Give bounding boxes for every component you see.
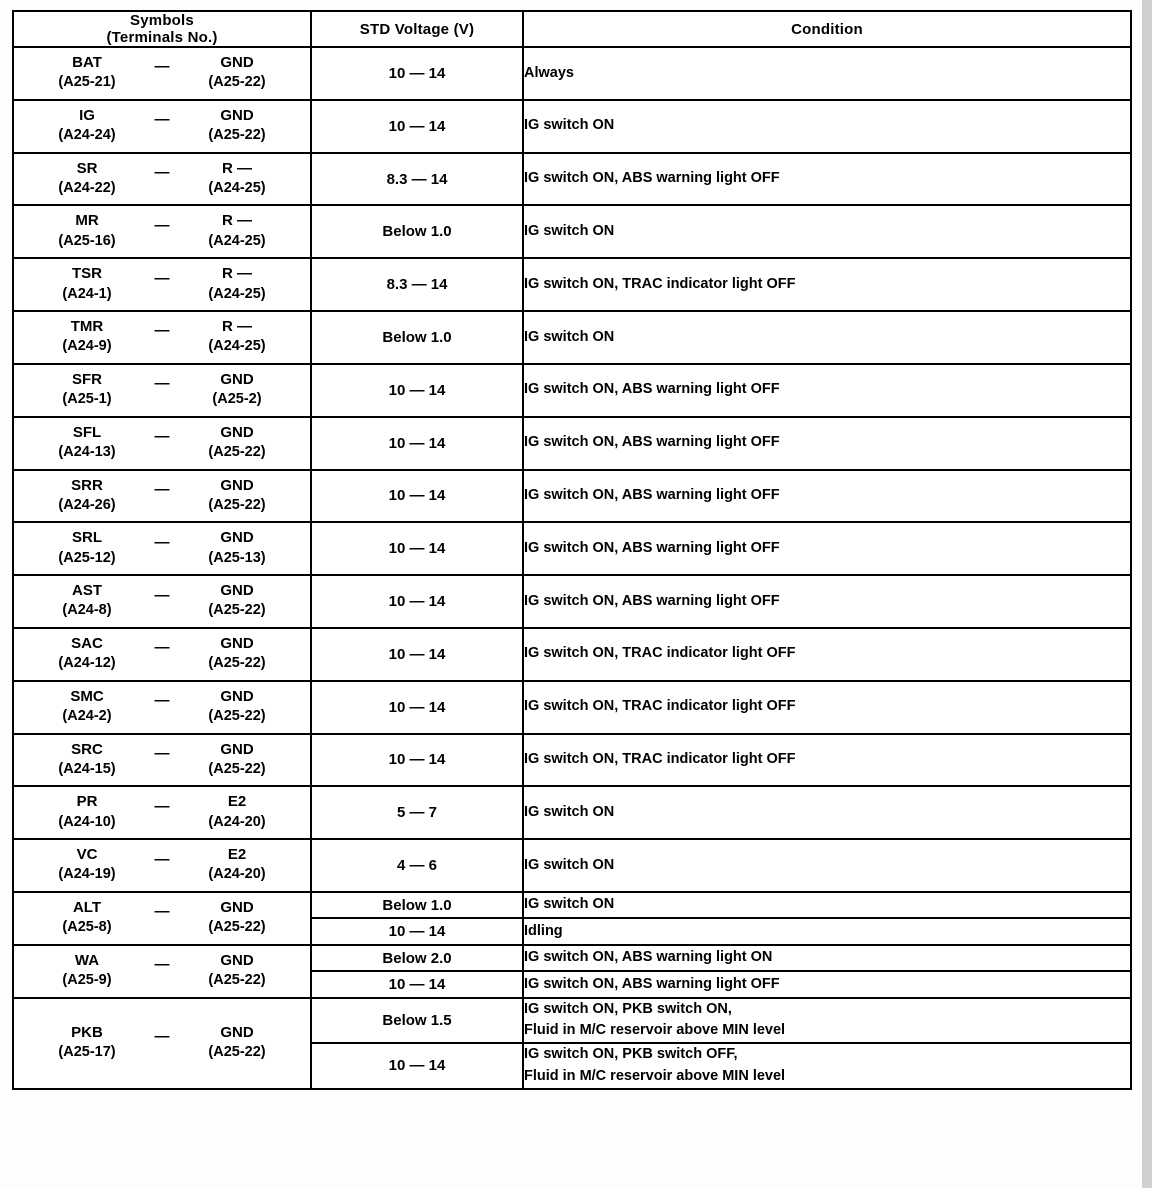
terminal-voltage-table <box>12 10 1132 1090</box>
condition-line: IG switch ON <box>524 803 615 820</box>
table-row <box>13 417 1131 470</box>
symbol-right-name: E2 <box>227 846 247 864</box>
symbol-left-name: ALT <box>72 899 102 916</box>
symbol-cell <box>13 470 311 523</box>
symbol-left-name: SFL <box>72 423 102 441</box>
symbol-left-terminal: (A24-15) <box>58 760 116 777</box>
condition-line: IG switch ON, ABS warning light ON <box>524 949 773 966</box>
condition-line: IG switch ON, ABS warning light OFF <box>524 975 780 992</box>
symbol-left-terminal: (A24-2) <box>62 708 112 724</box>
condition-line: IG switch ON, PKB switch OFF, <box>524 1046 738 1063</box>
voltage-cell: 10 — 14 <box>311 971 523 997</box>
symbol-left-name: SFR <box>72 370 102 388</box>
symbol-left-terminal: (A24-26) <box>58 496 116 513</box>
table-row <box>13 258 1131 311</box>
condition-line: IG switch ON, ABS warning light OFF <box>524 170 780 187</box>
symbol-cell <box>13 628 311 681</box>
table-row <box>13 311 1131 364</box>
symbol-left <box>27 317 147 357</box>
symbol-cell <box>13 998 311 1089</box>
symbol-right-terminal: (A25-22) <box>208 602 266 619</box>
symbol-right-terminal: (A24-20) <box>208 813 266 830</box>
table-row <box>13 575 1131 628</box>
symbol-right <box>177 740 297 780</box>
symbol-cell <box>13 734 311 787</box>
symbol-right-terminal: (A25-13) <box>208 549 266 566</box>
symbol-right-terminal: (A24-25) <box>208 179 266 196</box>
symbol-left-terminal: (A24-24) <box>58 127 116 144</box>
symbol-separator: — <box>154 744 170 762</box>
symbol-cell <box>13 786 311 839</box>
condition-line: IG switch ON, ABS warning light OFF <box>524 539 780 556</box>
symbol-right-name: R — <box>222 318 252 336</box>
symbol-cell <box>13 47 311 100</box>
symbol-separator: — <box>154 903 170 921</box>
symbol-left-terminal: (A25-21) <box>58 74 116 91</box>
symbol-right-terminal: (A25-22) <box>208 655 266 672</box>
condition-cell <box>523 892 1131 918</box>
symbol-cell <box>13 311 311 364</box>
symbol-separator: — <box>154 375 170 393</box>
voltage-cell: 10 — 14 <box>311 47 523 100</box>
symbol-right-terminal: (A25-22) <box>208 760 266 777</box>
symbol-left-name: TMR <box>70 318 104 336</box>
symbol-separator: — <box>154 111 170 129</box>
symbol-right-terminal: (A24-25) <box>208 232 266 249</box>
condition-line: Fluid in M/C reservoir above MIN level <box>524 1067 786 1084</box>
condition-cell <box>523 522 1131 575</box>
symbol-cell <box>13 522 311 575</box>
symbol-right-terminal: (A25-22) <box>208 972 266 989</box>
symbol-separator: — <box>154 480 170 498</box>
condition-cell <box>523 364 1131 417</box>
symbol-right-terminal: (A24-20) <box>208 866 266 883</box>
symbol-separator: — <box>154 797 170 815</box>
symbol-left-terminal: (A24-22) <box>58 179 116 196</box>
condition-cell <box>523 945 1131 971</box>
table-row <box>13 364 1131 417</box>
symbol-right <box>177 370 297 410</box>
symbol-separator: — <box>154 428 170 446</box>
symbol-right-terminal: (A24-25) <box>208 285 266 302</box>
condition-cell <box>523 628 1131 681</box>
symbol-right-terminal: (A25-22) <box>208 1043 266 1060</box>
symbol-right <box>177 53 297 93</box>
spec-table-container <box>12 10 1130 1090</box>
symbol-right-name: GND <box>220 370 254 388</box>
symbol-left-name: MR <box>75 212 99 230</box>
table-row <box>13 47 1131 100</box>
symbol-cell <box>13 417 311 470</box>
symbol-left-name: AST <box>72 582 102 600</box>
condition-line: IG switch ON, TRAC indicator light OFF <box>524 645 796 662</box>
condition-line: IG switch ON, ABS warning light OFF <box>524 381 780 398</box>
scan-edge-right <box>1142 0 1152 1188</box>
symbol-left <box>27 264 147 304</box>
voltage-cell: 4 — 6 <box>311 839 523 892</box>
table-row <box>13 892 1131 918</box>
symbol-left <box>27 528 147 568</box>
condition-cell <box>523 971 1131 997</box>
symbol-left <box>27 634 147 674</box>
symbol-left <box>27 53 147 93</box>
symbol-left <box>27 845 147 885</box>
symbol-right-terminal: (A25-22) <box>208 919 266 936</box>
table-header <box>13 11 1131 47</box>
condition-line: Always <box>524 64 574 81</box>
symbol-separator: — <box>154 692 170 710</box>
symbol-left <box>27 211 147 251</box>
symbol-right-name: GND <box>220 1023 254 1041</box>
table-row <box>13 100 1131 153</box>
table-row <box>13 681 1131 734</box>
symbol-right <box>177 476 297 516</box>
symbol-left-name: SRR <box>71 476 103 494</box>
symbol-right-name: GND <box>220 740 254 758</box>
symbol-right-name: R — <box>222 265 252 283</box>
symbol-right-name: GND <box>220 582 254 600</box>
symbol-left-terminal: (A24-8) <box>62 602 112 619</box>
symbol-left <box>27 370 147 410</box>
condition-cell <box>523 918 1131 944</box>
symbol-separator: — <box>154 956 170 974</box>
symbol-right <box>177 423 297 463</box>
symbol-separator: — <box>154 269 170 287</box>
symbol-right <box>177 528 297 568</box>
column-header-voltage: STD Voltage (V) <box>311 11 523 47</box>
symbol-right-name: R — <box>222 212 252 230</box>
condition-line: IG switch ON <box>524 328 615 345</box>
condition-cell <box>523 417 1131 470</box>
symbol-separator: — <box>154 1028 170 1046</box>
symbol-left <box>27 423 147 463</box>
voltage-cell: 10 — 14 <box>311 918 523 944</box>
condition-line: Idling <box>524 922 563 939</box>
symbol-right-terminal: (A25-22) <box>208 496 266 513</box>
symbol-right <box>177 1023 297 1063</box>
symbol-cell <box>13 153 311 206</box>
condition-cell <box>523 205 1131 258</box>
voltage-cell: 10 — 14 <box>311 470 523 523</box>
symbol-left <box>27 1023 147 1063</box>
table-header-row <box>13 11 1131 47</box>
symbol-right-name: GND <box>220 106 254 124</box>
column-header-condition: Condition <box>523 11 1131 47</box>
symbol-left-name: PKB <box>71 1023 103 1041</box>
voltage-cell: 10 — 14 <box>311 417 523 470</box>
table-row <box>13 205 1131 258</box>
symbol-left <box>27 687 147 727</box>
symbol-separator: — <box>154 639 170 657</box>
condition-cell <box>523 681 1131 734</box>
symbol-right-name: GND <box>220 687 254 705</box>
column-header-symbols-line1: Symbols <box>130 12 194 29</box>
table-row <box>13 839 1131 892</box>
symbol-cell <box>13 892 311 945</box>
condition-cell <box>523 258 1131 311</box>
symbol-left-name: SRL <box>72 529 102 547</box>
condition-cell <box>523 153 1131 206</box>
symbol-separator: — <box>154 533 170 551</box>
symbol-left-name: BAT <box>72 54 102 71</box>
symbol-right-name: GND <box>220 54 254 71</box>
condition-line: IG switch ON <box>524 896 615 913</box>
symbol-left <box>27 581 147 621</box>
symbol-right <box>177 581 297 621</box>
voltage-cell: Below 1.0 <box>311 205 523 258</box>
symbol-right-name: GND <box>220 634 254 652</box>
table-row <box>13 628 1131 681</box>
symbol-right <box>177 211 297 251</box>
table-row <box>13 998 1131 1044</box>
condition-line: IG switch ON, TRAC indicator light OFF <box>524 751 796 768</box>
symbol-right <box>177 687 297 727</box>
symbol-left-name: SRC <box>71 740 103 758</box>
symbol-left-terminal: (A24-10) <box>58 813 116 830</box>
symbol-right <box>177 106 297 146</box>
symbol-left-name: WA <box>74 951 100 969</box>
symbol-left-terminal: (A24-9) <box>62 338 112 355</box>
condition-cell <box>523 786 1131 839</box>
condition-line: IG switch ON <box>524 222 615 239</box>
symbol-left-name: VC <box>76 846 98 864</box>
symbol-right <box>177 264 297 304</box>
condition-line: IG switch ON, ABS warning light OFF <box>524 434 780 451</box>
voltage-cell: 10 — 14 <box>311 1043 523 1089</box>
symbol-left-name: TSR <box>72 265 102 283</box>
symbol-right-name: E2 <box>227 793 247 811</box>
symbol-cell <box>13 575 311 628</box>
symbol-right <box>177 317 297 357</box>
symbol-cell <box>13 205 311 258</box>
symbol-left-name: IG <box>79 106 95 124</box>
voltage-cell: Below 2.0 <box>311 945 523 971</box>
voltage-cell: 10 — 14 <box>311 681 523 734</box>
voltage-cell: 10 — 14 <box>311 575 523 628</box>
symbol-right <box>177 159 297 199</box>
symbol-left <box>27 792 147 832</box>
voltage-cell: 5 — 7 <box>311 786 523 839</box>
voltage-cell: 8.3 — 14 <box>311 258 523 311</box>
symbol-left-name: PR <box>76 793 98 811</box>
voltage-cell: Below 1.0 <box>311 892 523 918</box>
symbol-cell <box>13 839 311 892</box>
column-header-symbols-line2: (Terminals No.) <box>106 29 218 46</box>
symbol-right <box>177 792 297 832</box>
symbol-left-terminal: (A24-19) <box>58 866 116 883</box>
table-body <box>13 47 1131 1089</box>
symbol-separator: — <box>154 164 170 182</box>
symbol-left <box>27 106 147 146</box>
symbol-right-terminal: (A25-22) <box>208 127 266 144</box>
symbol-left-terminal: (A24-1) <box>62 285 112 302</box>
symbol-right-terminal: (A25-22) <box>208 443 266 460</box>
symbol-left <box>27 476 147 516</box>
symbol-right <box>177 898 297 938</box>
symbol-left-terminal: (A25-8) <box>62 919 112 936</box>
symbol-separator: — <box>154 216 170 234</box>
symbol-separator: — <box>154 850 170 868</box>
symbol-right-name: GND <box>220 899 254 916</box>
symbol-cell <box>13 681 311 734</box>
symbol-left-terminal: (A25-1) <box>62 391 112 408</box>
voltage-cell: Below 1.0 <box>311 311 523 364</box>
voltage-cell: 10 — 14 <box>311 100 523 153</box>
voltage-cell: 8.3 — 14 <box>311 153 523 206</box>
symbol-separator: — <box>154 586 170 604</box>
symbol-cell <box>13 364 311 417</box>
symbol-right-terminal: (A25-22) <box>208 74 266 91</box>
symbol-left <box>27 740 147 780</box>
condition-cell <box>523 470 1131 523</box>
symbol-right-terminal: (A25-22) <box>208 708 266 724</box>
condition-line: IG switch ON, ABS warning light OFF <box>524 487 780 504</box>
condition-line: IG switch ON, TRAC indicator light OFF <box>524 275 796 292</box>
table-row <box>13 153 1131 206</box>
symbol-right-name: R — <box>222 159 252 177</box>
column-header-symbols <box>13 11 311 47</box>
voltage-cell: 10 — 14 <box>311 628 523 681</box>
symbol-separator: — <box>154 58 170 76</box>
condition-line: IG switch ON <box>524 856 615 873</box>
symbol-cell <box>13 258 311 311</box>
condition-cell <box>523 1043 1131 1089</box>
symbol-right-name: GND <box>220 529 254 547</box>
symbol-right-name: GND <box>220 476 254 494</box>
symbol-left-terminal: (A24-12) <box>58 655 116 672</box>
voltage-cell: 10 — 14 <box>311 522 523 575</box>
symbol-right-terminal: (A25-2) <box>212 391 262 408</box>
condition-cell <box>523 575 1131 628</box>
symbol-left-terminal: (A25-16) <box>58 232 116 249</box>
symbol-cell <box>13 100 311 153</box>
symbol-left <box>27 898 147 938</box>
condition-line: IG switch ON, ABS warning light OFF <box>524 592 780 609</box>
condition-cell <box>523 311 1131 364</box>
table-row <box>13 470 1131 523</box>
symbol-separator: — <box>154 322 170 340</box>
symbol-cell <box>13 945 311 998</box>
condition-cell <box>523 100 1131 153</box>
table-row <box>13 786 1131 839</box>
condition-cell <box>523 839 1131 892</box>
condition-cell <box>523 47 1131 100</box>
voltage-cell: 10 — 14 <box>311 734 523 787</box>
symbol-left-name: SR <box>76 159 98 177</box>
condition-line: IG switch ON, TRAC indicator light OFF <box>524 698 796 715</box>
condition-cell <box>523 734 1131 787</box>
table-row <box>13 522 1131 575</box>
condition-line: IG switch ON, PKB switch ON, <box>524 1000 732 1017</box>
symbol-right <box>177 951 297 991</box>
table-row <box>13 945 1131 971</box>
symbol-left-name: SMC <box>70 687 104 705</box>
voltage-cell: Below 1.5 <box>311 998 523 1044</box>
symbol-right <box>177 634 297 674</box>
symbol-left-terminal: (A24-13) <box>58 443 116 460</box>
symbol-right-terminal: (A24-25) <box>208 338 266 355</box>
symbol-left <box>27 951 147 991</box>
symbol-right <box>177 845 297 885</box>
symbol-left-terminal: (A25-17) <box>58 1043 116 1060</box>
condition-line: Fluid in M/C reservoir above MIN level <box>524 1022 786 1039</box>
voltage-cell: 10 — 14 <box>311 364 523 417</box>
condition-cell <box>523 998 1131 1044</box>
symbol-right-name: GND <box>220 423 254 441</box>
symbol-right-name: GND <box>220 951 254 969</box>
condition-line: IG switch ON <box>524 117 615 134</box>
symbol-left <box>27 159 147 199</box>
symbol-left-terminal: (A25-12) <box>58 549 116 566</box>
table-row <box>13 734 1131 787</box>
symbol-left-terminal: (A25-9) <box>62 972 112 989</box>
symbol-left-name: SAC <box>71 634 103 652</box>
